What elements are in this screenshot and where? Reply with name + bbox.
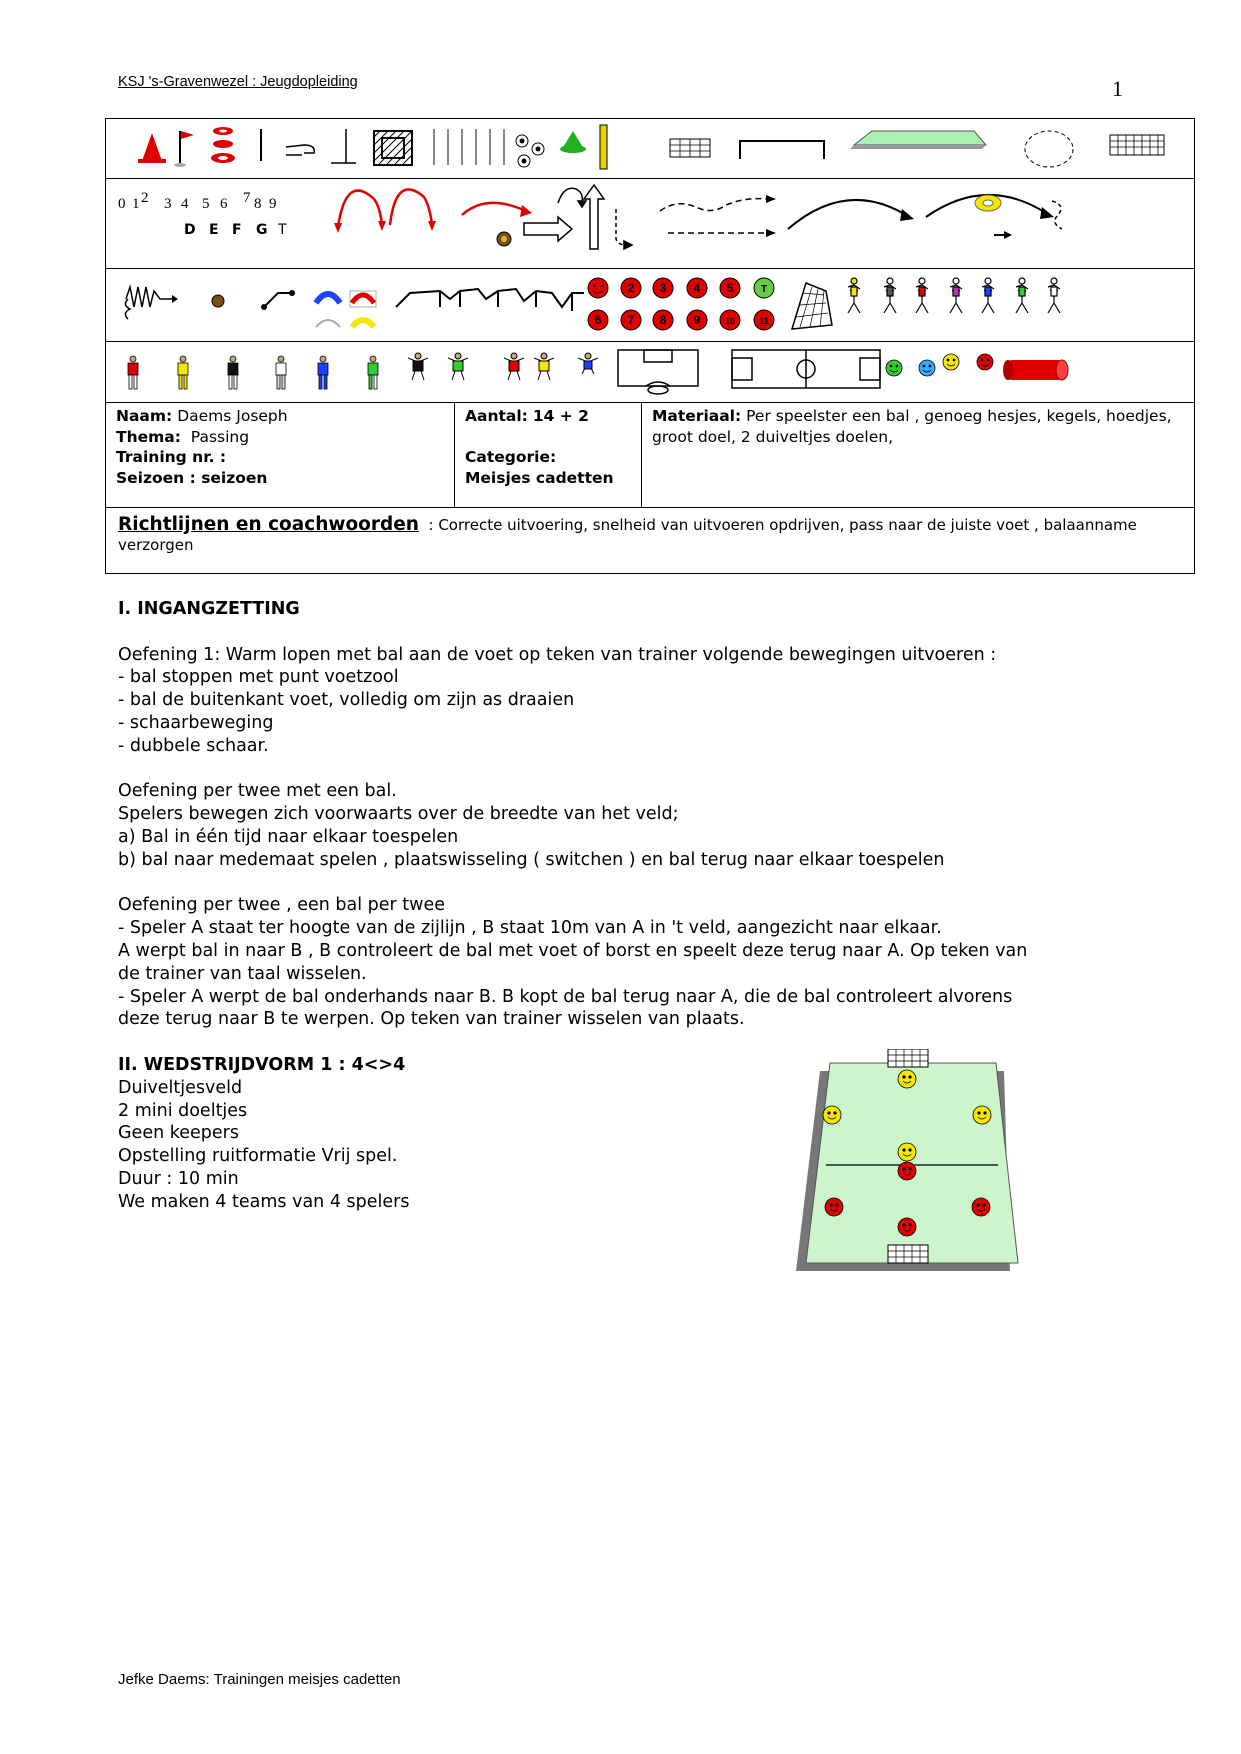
svg-text:1: 1 <box>132 196 140 212</box>
section-title-ingangzetting: I. INGANGZETTING <box>118 599 300 619</box>
page-number: 1 <box>1112 76 1123 101</box>
hurdle-chain-icon <box>396 289 584 311</box>
exercise-line: b) bal naar medemaat spelen , plaatswisseling ( switchen ) en bal terug naar elkaar toespelen <box>118 849 945 870</box>
mini-goal-bottom <box>888 1245 928 1263</box>
exercise-line: Opstelling ruitformatie Vrij spel. <box>118 1146 398 1167</box>
naam-value: Daems Joseph <box>177 407 288 425</box>
exercise-line: deze terug naar B te werpen. Op teken van trainer wisselen van plaats. <box>118 1009 745 1030</box>
colored-hoops-icon <box>316 291 376 327</box>
svg-text:3: 3 <box>659 281 667 295</box>
section-title-wedstrijdvorm: II. WEDSTRIJDVORM 1 : 4<>4 <box>118 1054 406 1075</box>
svg-text:T: T <box>278 222 287 238</box>
exercise-line: Spelers bewegen zich voorwaarts over de breedte van het veld; <box>118 804 679 825</box>
legend-row-teams <box>106 342 1194 403</box>
player-figures <box>848 278 1060 313</box>
svg-text:5: 5 <box>726 281 734 295</box>
svg-text:11: 11 <box>759 316 769 326</box>
hurdle-icon <box>286 145 314 155</box>
square-zone-icon <box>374 131 412 165</box>
categorie-label: Categorie: <box>465 448 557 466</box>
svg-text:0: 0 <box>118 196 126 212</box>
dashed-arrows-icon <box>660 199 766 233</box>
svg-text:E: E <box>209 222 219 238</box>
corner-flag-icon <box>174 131 194 167</box>
large-goal-icon <box>1110 135 1164 155</box>
naam-label: Naam: <box>116 407 173 425</box>
exercise-line: Oefening per twee met een bal. <box>118 781 397 802</box>
training-info <box>106 403 1194 620</box>
disc-cones-icon <box>211 127 235 163</box>
turn-arrow-icon <box>524 188 586 241</box>
exercise-line: A werpt bal in naar B , B controleert de bal met voet of borst en speelt deze terug naar A. Op teken van <box>118 940 1028 961</box>
up-arrow-icon <box>584 185 632 249</box>
ball-icon <box>212 295 224 307</box>
green-cone-icon <box>560 131 586 153</box>
rebound-net-icon <box>792 283 832 329</box>
exercise-line: - dubbele schaar. <box>118 735 269 756</box>
ladder-poles-icon <box>434 129 504 165</box>
exercise-line: Duur : 10 min <box>118 1168 239 1189</box>
svg-text:10: 10 <box>724 316 736 326</box>
guidelines-label: Richtlijnen en coachwoorden <box>118 514 419 535</box>
zigzag-dash-icon <box>1052 201 1062 229</box>
legend-row-materials <box>106 119 1194 179</box>
field-diagram <box>796 1049 1026 1283</box>
target-ring-icon <box>975 195 1001 211</box>
number-markers <box>118 190 277 212</box>
legend-row-movements <box>106 179 1194 269</box>
full-field-icon <box>732 350 880 388</box>
info-col-trainer <box>106 403 455 507</box>
svg-text:7: 7 <box>627 313 635 327</box>
svg-text:6: 6 <box>594 313 602 327</box>
svg-text:6: 6 <box>220 196 228 212</box>
exercise-line: a) Bal in één tijd naar elkaar toespelen <box>118 826 459 847</box>
thema-label: Thema: <box>116 427 181 446</box>
categorie-value: Meisjes cadetten <box>465 468 614 487</box>
mini-goal-top <box>888 1049 928 1067</box>
svg-text:9: 9 <box>269 196 277 212</box>
svg-text:8: 8 <box>254 196 262 212</box>
svg-text:2: 2 <box>627 281 635 295</box>
page-footer: Jefke Daems: Trainingen meisjes cadetten <box>118 1671 401 1688</box>
ball-icon <box>497 232 511 246</box>
svg-text:4: 4 <box>181 196 189 212</box>
training-sheet-box <box>105 118 1195 574</box>
exercise-line: - schaarbeweging <box>118 712 274 733</box>
exercise-line: Duiveltjesveld <box>118 1077 243 1098</box>
training-label: Training nr. : <box>116 448 227 466</box>
exercise-line: - bal de buitenkant voet, volledig om zijn as draaien <box>118 690 575 711</box>
exercise-line: Oefening per twee , een bal per twee <box>118 895 445 916</box>
guidelines-text: Correcte uitvoering, snelheid van uitvoeren opdrijven, pass naar de juiste voet , balaanname verzorgen <box>118 516 1137 554</box>
svg-text:D: D <box>184 222 196 238</box>
dashed-circle-icon <box>1025 131 1073 167</box>
svg-text:2: 2 <box>141 190 149 206</box>
svg-text:4: 4 <box>693 281 701 295</box>
svg-text:9: 9 <box>693 313 701 327</box>
smiley-markers <box>886 354 993 376</box>
svg-text:3: 3 <box>164 196 172 212</box>
svg-text:F: F <box>232 222 242 238</box>
curved-pass-icon <box>788 195 1046 229</box>
exercise-line: - bal stoppen met punt voetzool <box>118 667 399 688</box>
balls-icon <box>516 135 544 167</box>
yellow-pole-icon <box>600 125 607 169</box>
cone-icon <box>138 133 166 163</box>
small-goal-icon <box>670 139 710 157</box>
svg-text:5: 5 <box>202 196 210 212</box>
hurdle-line-icon <box>264 293 292 307</box>
svg-text:8: 8 <box>659 313 667 327</box>
letter-markers <box>184 222 287 238</box>
exercise-line: de trainer van taal wisselen. <box>118 963 367 984</box>
exercise-line: - Speler A werpt de bal onderhands naar B. B kopt de bal terug naar A, die de bal controleert alvorens <box>118 986 1013 1007</box>
guidelines: Richtlijnen en coachwoorden : Correcte uitvoering, snelheid van uitvoeren opdrijven, pass naar de juiste voet , balaanname verzorgen <box>118 514 1137 554</box>
aantal-label: Aantal: <box>465 407 528 425</box>
exercise-line: - Speler A staat ter hoogte van de zijlijn , B staat 10m van A in 't veld, aangezicht naar elkaar. <box>118 918 942 939</box>
page-header-title: KSJ 's-Gravenwezel : Jeugdopleiding <box>118 74 358 90</box>
field-zone-icon <box>850 131 986 149</box>
goalkeeper-icons <box>408 353 598 380</box>
info-col-material <box>642 403 1194 507</box>
exercise-line: Geen keepers <box>118 1123 239 1144</box>
team-kit-icons <box>128 356 378 389</box>
svg-text:T: T <box>760 284 768 295</box>
info-divider <box>106 507 1194 508</box>
seizoen-label: Seizoen : seizoen <box>116 468 268 487</box>
red-tube-icon <box>1003 360 1068 380</box>
svg-text:G: G <box>256 222 268 238</box>
legend-row-players <box>106 269 1194 342</box>
aantal-value: 14 + 2 <box>532 407 589 425</box>
thema-value: Passing <box>190 427 250 446</box>
materiaal-value: Per speelster een bal , genoeg hesjes, kegels, hoedjes, groot doel, 2 duiveltjes doelen, <box>652 407 1172 446</box>
dribble-icon <box>125 287 172 319</box>
info-col-group <box>455 403 642 507</box>
svg-text:7: 7 <box>243 190 251 206</box>
exercise-line: Oefening 1: Warm lopen met bal aan de voet op teken van trainer volgende bewegingen uitvoeren : <box>118 644 997 665</box>
numbered-player-markers <box>588 278 774 330</box>
exercise-line: We maken 4 teams van 4 spelers <box>118 1191 410 1212</box>
goal-outline-icon <box>740 141 824 159</box>
mini-hurdle-icon <box>331 129 356 163</box>
penalty-area-icon <box>618 350 698 394</box>
materiaal-label: Materiaal: <box>652 407 742 425</box>
exercise-line: 2 mini doeltjes <box>118 1100 248 1121</box>
